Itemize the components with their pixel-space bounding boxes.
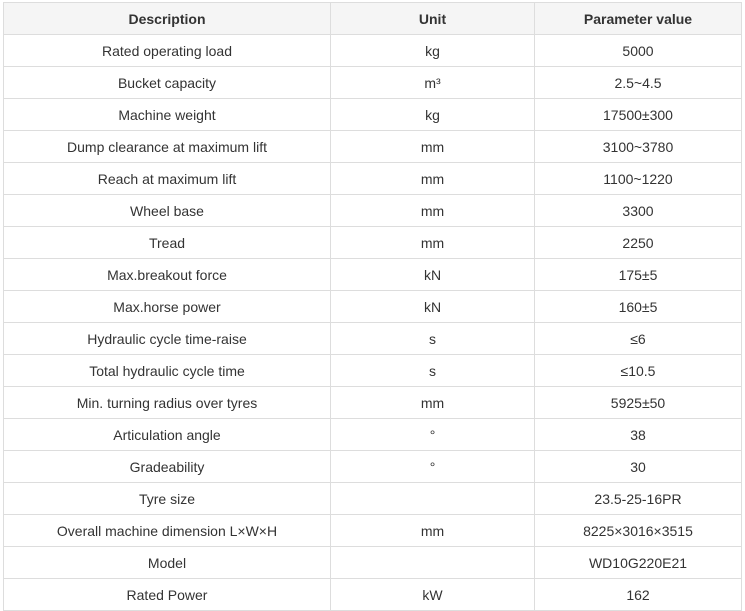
cell-description: Max.horse power [4,291,331,323]
cell-unit: mm [331,387,535,419]
cell-unit [331,483,535,515]
cell-unit: ° [331,419,535,451]
table-row [4,291,742,323]
cell-unit: mm [331,163,535,195]
table-row [4,195,742,227]
table-row [4,131,742,163]
cell-value: WD10G220E21 [535,547,742,579]
cell-value: 1100~1220 [535,163,742,195]
cell-unit: s [331,323,535,355]
cell-unit: m³ [331,67,535,99]
table-row [4,323,742,355]
table-row [4,163,742,195]
cell-description: Total hydraulic cycle time [4,355,331,387]
header-value: Parameter value [535,3,742,35]
cell-value: 5925±50 [535,387,742,419]
cell-unit: kg [331,99,535,131]
cell-description: Hydraulic cycle time-raise [4,323,331,355]
cell-description: Min. turning radius over tyres [4,387,331,419]
cell-description: Overall machine dimension L×W×H [4,515,331,547]
cell-unit: kN [331,259,535,291]
table-row [4,483,742,515]
cell-unit: kN [331,291,535,323]
cell-value: 17500±300 [535,99,742,131]
table-row [4,227,742,259]
cell-value: 3100~3780 [535,131,742,163]
cell-description: Dump clearance at maximum lift [4,131,331,163]
cell-value: 30 [535,451,742,483]
cell-unit: mm [331,131,535,163]
cell-value: 3300 [535,195,742,227]
cell-unit: mm [331,195,535,227]
cell-value: 23.5-25-16PR [535,483,742,515]
header-unit: Unit [331,3,535,35]
spec-table [3,2,742,611]
cell-description: Tyre size [4,483,331,515]
cell-description: Model [4,547,331,579]
cell-value: 2250 [535,227,742,259]
header-description: Description [4,3,331,35]
table-row [4,547,742,579]
cell-unit [331,547,535,579]
cell-value: 162 [535,579,742,611]
cell-value: 2.5~4.5 [535,67,742,99]
cell-description: Reach at maximum lift [4,163,331,195]
cell-description: Tread [4,227,331,259]
cell-description: Rated operating load [4,35,331,67]
cell-description: Articulation angle [4,419,331,451]
cell-value: 5000 [535,35,742,67]
cell-unit: kg [331,35,535,67]
cell-unit: s [331,355,535,387]
cell-unit: ° [331,451,535,483]
cell-value: 8225×3016×3515 [535,515,742,547]
cell-unit: kW [331,579,535,611]
table-row [4,451,742,483]
table-row [4,259,742,291]
cell-description: Max.breakout force [4,259,331,291]
cell-unit: mm [331,515,535,547]
cell-description: Wheel base [4,195,331,227]
cell-value: 160±5 [535,291,742,323]
table-row [4,67,742,99]
table-row [4,387,742,419]
cell-value: ≤10.5 [535,355,742,387]
cell-unit: mm [331,227,535,259]
table-row [4,355,742,387]
table-row [4,35,742,67]
cell-value: ≤6 [535,323,742,355]
cell-value: 175±5 [535,259,742,291]
cell-description: Bucket capacity [4,67,331,99]
cell-value: 38 [535,419,742,451]
table-header-row [4,3,742,35]
table-row [4,99,742,131]
cell-description: Rated Power [4,579,331,611]
table-row [4,419,742,451]
cell-description: Gradeability [4,451,331,483]
cell-description: Machine weight [4,99,331,131]
table-row [4,515,742,547]
